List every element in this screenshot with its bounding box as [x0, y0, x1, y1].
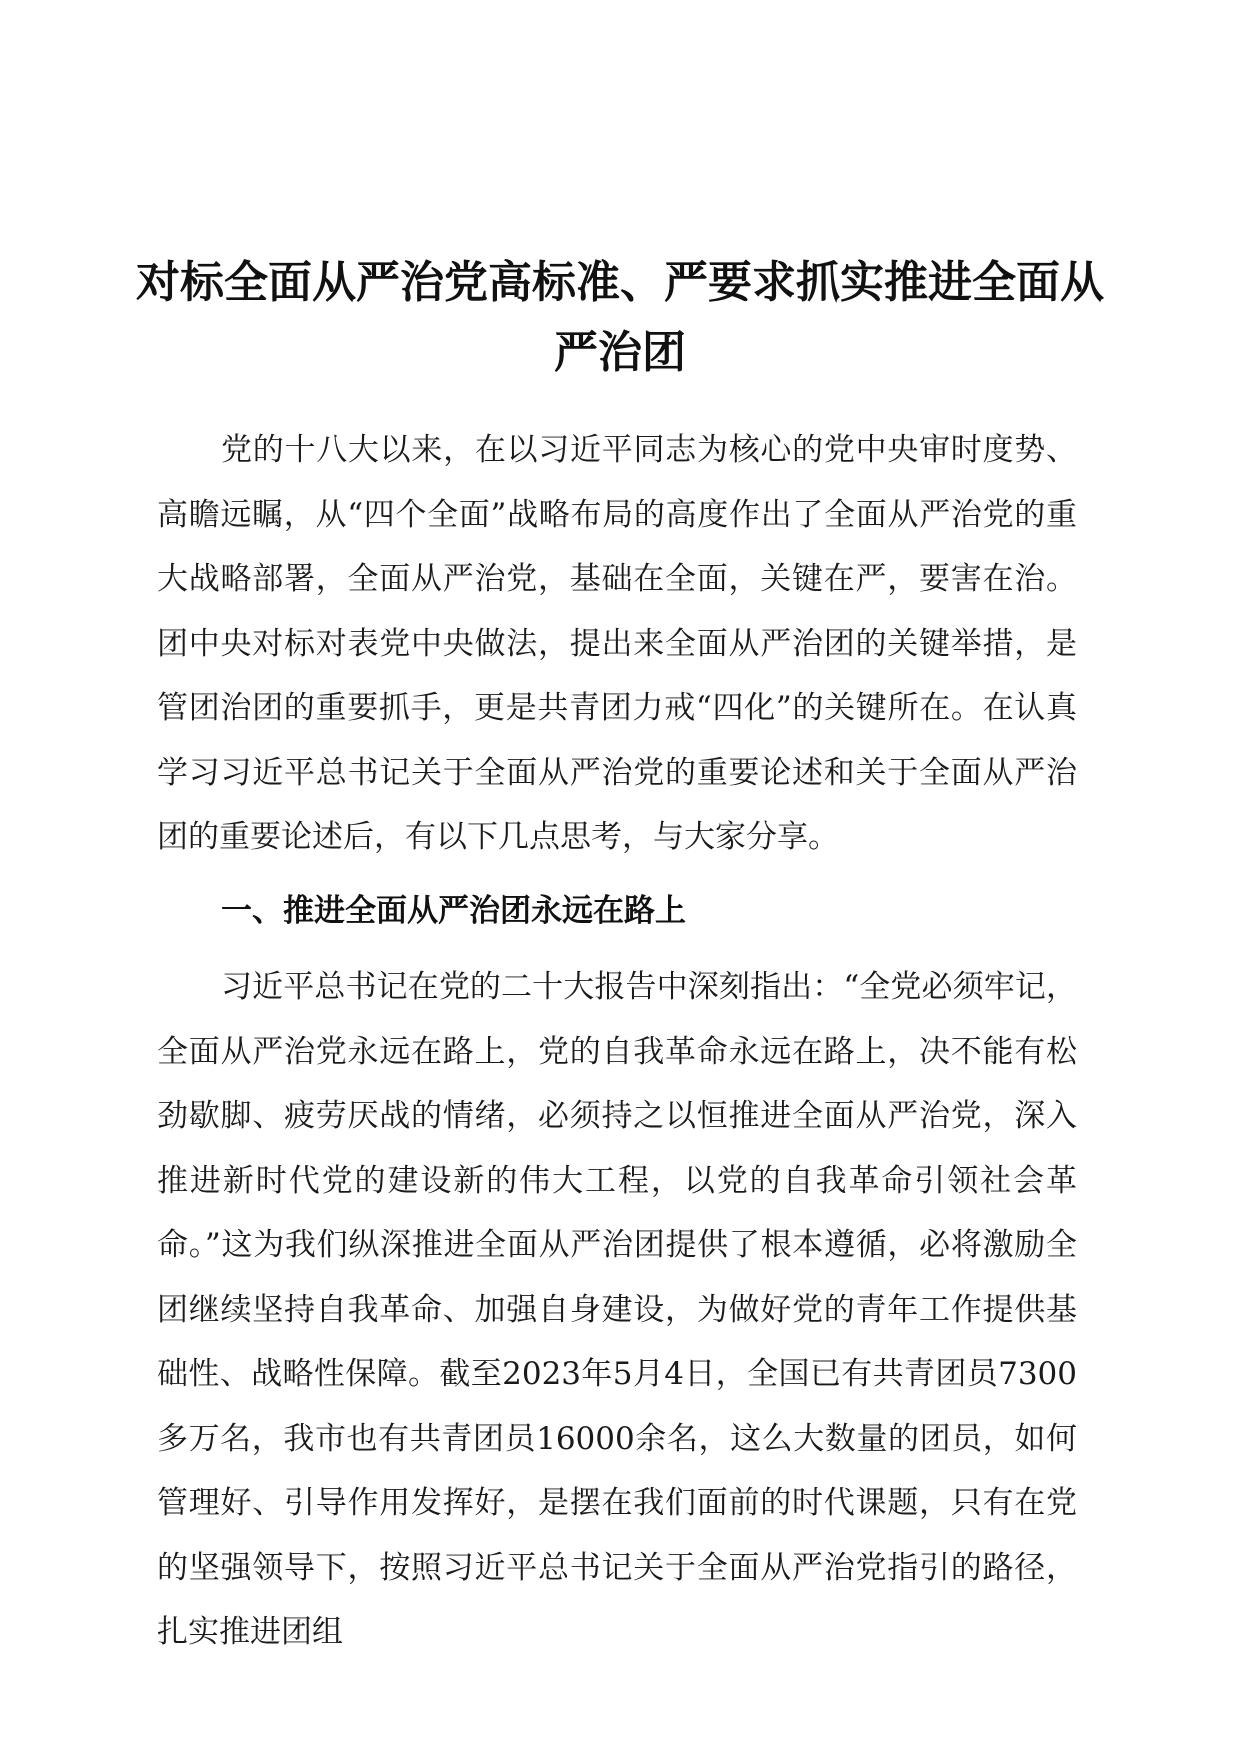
section-heading: 一、推进全面从严治团永远在路上 [221, 893, 686, 929]
intro-paragraph: 党的十八大以来，在以习近平同志为核心的党中央审时度势、高瞻远瞩，从“四个全面”战略布局的高度作出了全面从严治党的重大战略部署，全面从严治党，基础在全面，关键在严，要害在治。团中央对标对表党中央做法，提出来全面从严治团的关键举措，是管团治团的重要抓手，更是共青团力戒“四化”的关键所在。在认真学习习近平总书记关于全面从严治党的重要论述和关于全面从严治团的重要论述后，有以下几点思考，与大家分享。 [157, 432, 1077, 855]
section-paragraph: 习近平总书记在党的二十大报告中深刻指出：“全党必须牢记，全面从严治党永远在路上，党的自我革命永远在路上，决不能有松劲歇脚、疲劳厌战的情绪，必须持之以恒推进全面从严治党，深入推进新时代党的建设新的伟大工程，以党的自我革命引领社会革命。”这为我们纵深推进全面从严治团提供了根本遵循，必将激励全团继续坚持自我革命、加强自身建设，为做好党的青年工作提供基础性、战略性保障。截至2023年5月4日，全国已有共青团员7300多万名，我市也有共青团员16000余名，这么大数量的团员，如何管理好、引导作用发挥好，是摆在我们面前的时代课题，只有在党的坚强领导下，按照习近平总书记关于全面从严治党指引的路径，扎实推进团组 [157, 969, 1077, 1650]
document-title: 对标全面从严治党高标准、严要求抓实推进全面从严治团 [136, 257, 1104, 378]
